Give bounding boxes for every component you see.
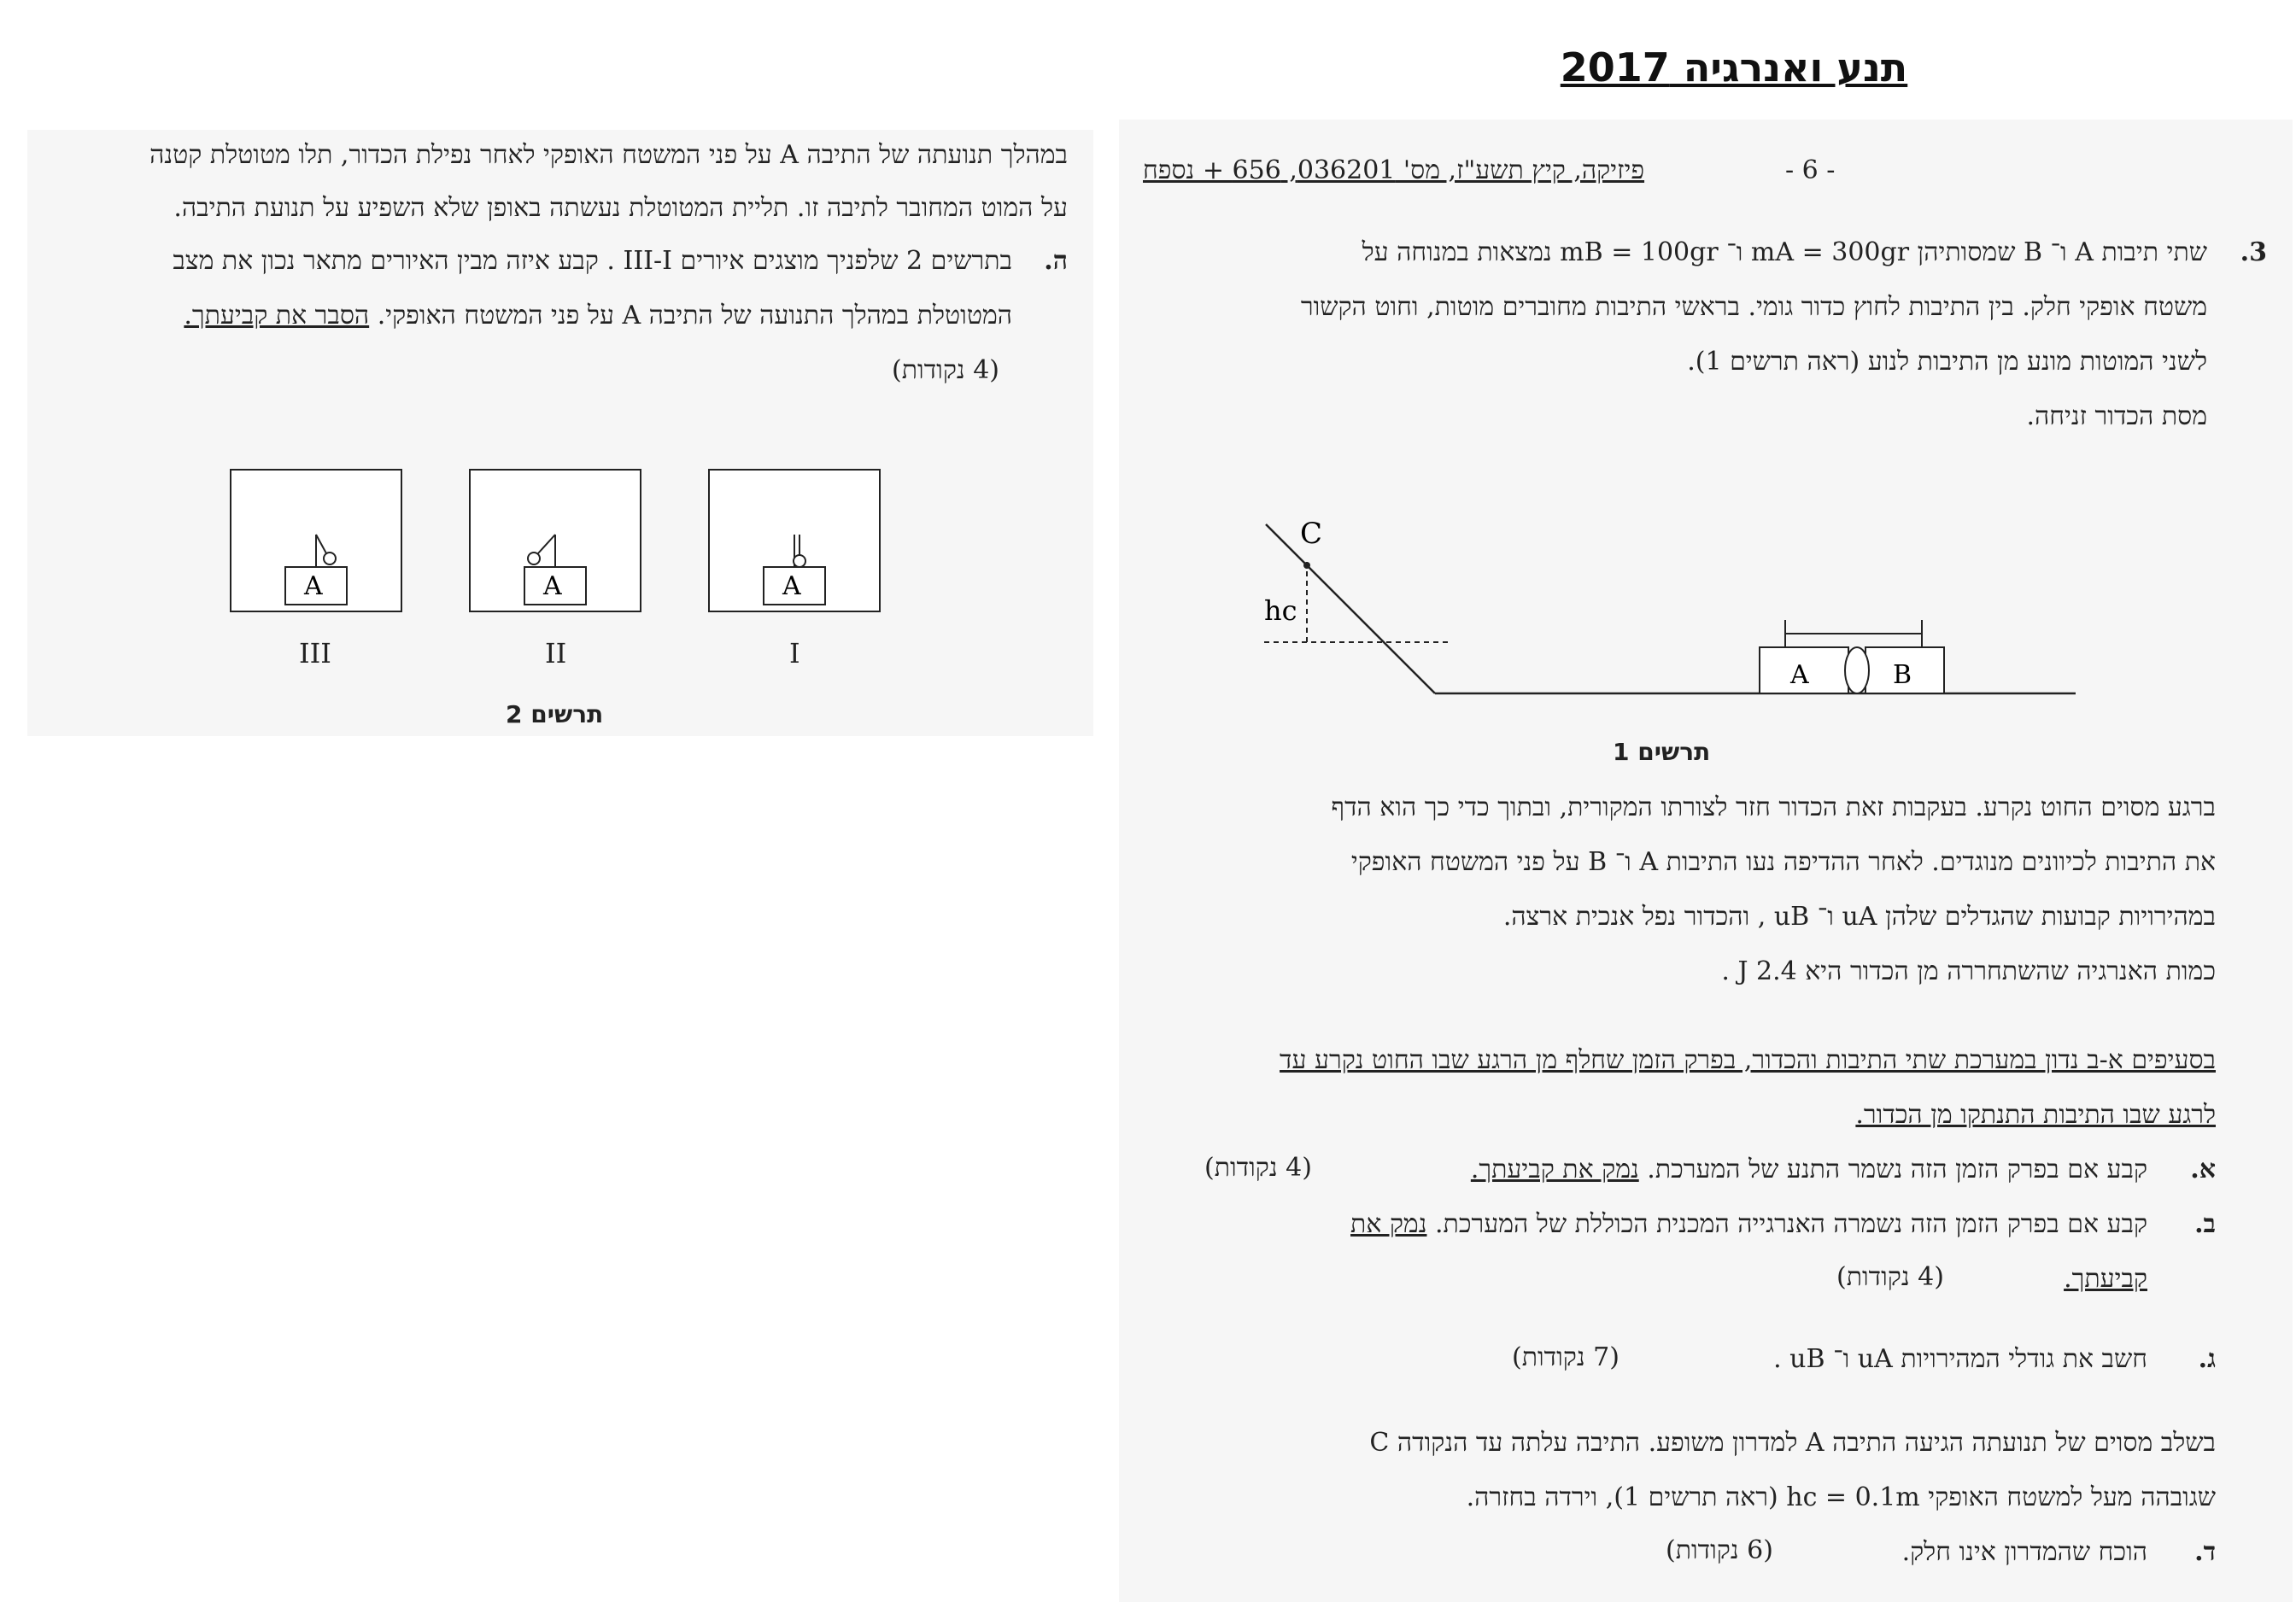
intro-line-2: משטח אופקי חלק. בין התיבות לחוץ כדור גומי. בראשי התיבות מחוברים מוטות, וחוט הקשור xyxy=(1300,292,2207,322)
body-line-2: את התיבות לכיוונים מנוגדים. לאחר ההדיפה נעו התיבות A ו־ B על פני המשטח האופקי xyxy=(1350,847,2216,877)
right-panel xyxy=(1119,120,2293,1602)
points-h: (4 נקודות) xyxy=(892,355,999,385)
left-line-4 xyxy=(184,299,1012,333)
page-number: - 6 - xyxy=(1785,155,1836,185)
points-c: (7 נקודות) xyxy=(1512,1342,1620,1372)
figure-2-panel-i xyxy=(709,470,880,611)
exam-header: פיזיקה, קיץ תשע"ז, מס' 036201, 656 + נספח xyxy=(1143,155,1645,185)
question-marker-b: ב. xyxy=(2194,1209,2216,1239)
question-b xyxy=(1350,1207,2147,1242)
question-b-reason-1: נמק את xyxy=(1350,1209,1427,1239)
question-marker-a: א. xyxy=(2190,1155,2216,1184)
figure-1-caption: תרשים 1 xyxy=(1613,738,1711,766)
figure-1-label-c: C xyxy=(1300,517,1323,551)
figure-1-label-hc: hc xyxy=(1264,594,1297,627)
question-a-reason: נמק את קביעתך. xyxy=(1470,1155,1639,1184)
figure-2-panel-ii xyxy=(470,470,641,611)
question-a-text: קבע אם בפרק הזמן הזה נשמר התנע של המערכת. xyxy=(1647,1155,2147,1184)
question-marker-d: ד. xyxy=(2194,1537,2216,1567)
question-a xyxy=(1471,1153,2147,1187)
body-line-1: ברגע מסוים החוט נקרע. בעקבות זאת הכדור חזר לצורתו המקורית, ובתוך כדי כך הוא הדף xyxy=(1331,792,2216,822)
left-line-1: במהלך תנועתה של התיבה A על פני המשטח האופקי לאחר נפילת הכדור, תלו מטוטלת קטנה xyxy=(149,140,1068,170)
roman-i: I xyxy=(789,637,800,669)
points-d: (6 נקודות) xyxy=(1666,1535,1773,1565)
page-title: תנע ואנרגיה 2017 xyxy=(1560,44,1908,91)
figure-2-box-label-iii: A xyxy=(304,571,323,601)
figure-2-box-label-i: A xyxy=(782,571,801,601)
left-line-4-text: המטוטלת במהלך התנועה של התיבה A על פני המשטח האופקי. xyxy=(377,301,1012,330)
roman-iii: III xyxy=(299,637,331,669)
roman-ii: II xyxy=(545,637,567,669)
explain-link-text: הסבר את קביעתך. xyxy=(184,301,370,330)
question-marker-h: ה. xyxy=(1044,246,1068,276)
intro-line-1: שתי תיבות A ו־ B שמסותיהן mA = 300gr ו־ mB = 100gr נמצאות במנוחה על xyxy=(1362,237,2207,267)
body-line-3: במהירויות קבועות שהגדלים שלהן uA ו־ uB , והכדור נפל אנכית ארצה. xyxy=(1502,902,2216,932)
question-number: 3. xyxy=(2240,237,2267,267)
question-marker-c: ג. xyxy=(2198,1344,2216,1374)
figure-2-box-label-ii: A xyxy=(543,571,562,601)
points-a: (4 נקודות) xyxy=(1204,1153,1312,1183)
left-line-3: בתרשים 2 שלפניך מוצגים איורים III-I . קבע איזה מבין האיורים מתאר נכון את מצב xyxy=(173,246,1012,276)
figure-1-label-b: B xyxy=(1893,660,1912,690)
body-line-4: כמות האנרגיה שהשתחררה מן הכדור היא 2.4 J . xyxy=(1721,956,2216,986)
stage-line-1: בשלב מסוים של תנועתה הגיעה התיבה A למדרון משופע. התיבה עלתה עד הנקודה C xyxy=(1369,1428,2216,1458)
question-b-reason-2: קביעתך. xyxy=(2064,1264,2147,1294)
question-c-text: חשב את גודלי המהירויות uA ו־ uB . xyxy=(1773,1344,2147,1374)
left-line-2: על המוט המחובר לתיבה זו. תליית המטוטלת נעשתה באופן שלא השפיע על תנועת התיבה. xyxy=(173,193,1068,223)
left-panel xyxy=(27,130,1093,736)
section-intro-line-2: לרגע שבו התיבות התנתקו מן הכדור. xyxy=(1855,1100,2216,1130)
question-d-text: הוכח שהמדרון אינו חלק. xyxy=(1901,1537,2147,1567)
figure-2-caption: תרשים 2 xyxy=(506,700,604,728)
stage-line-2: שגובהה מעל למשטח האופקי hc = 0.1m (ראה תרשים 1), וירדה בחזרה. xyxy=(1466,1482,2216,1512)
intro-line-3: לשני המוטות מונע מן התיבות לנוע (ראה תרשים 1). xyxy=(1687,347,2207,377)
section-intro-line-1: בסעיפים א-ב נדון במערכת שתי התיבות והכדור, בפרק הזמן שחלף מן הרגע שבו החוט נקרע עד xyxy=(1280,1045,2216,1075)
points-b: (4 נקודות) xyxy=(1836,1262,1944,1292)
intro-line-4: מסת הכדור זניחה. xyxy=(2026,401,2207,431)
figure-1 xyxy=(1247,512,2101,709)
figure-2-panel-iii xyxy=(231,470,401,611)
figure-1-label-a: A xyxy=(1790,660,1809,690)
question-b-text: קבע אם בפרק הזמן הזה נשמרה האנרגייה המכנית הכוללת של המערכת. xyxy=(1435,1209,2147,1239)
